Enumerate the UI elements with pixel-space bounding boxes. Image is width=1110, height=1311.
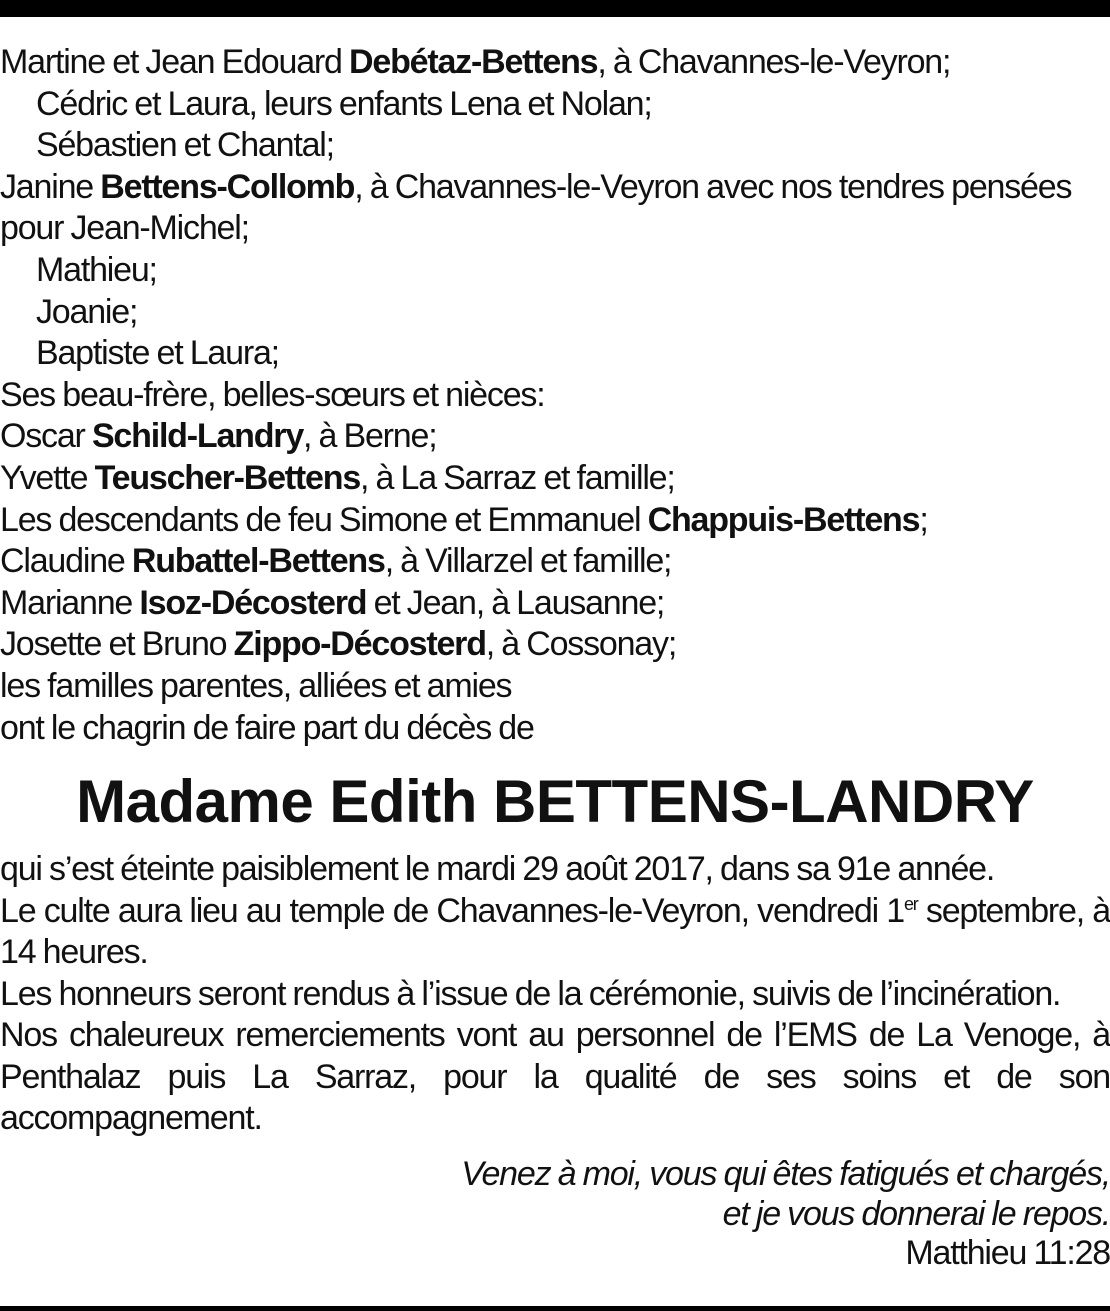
family-line bbox=[0, 292, 1110, 334]
family-line-text: Ses beau-frère, belles-sœurs et nièces: bbox=[0, 375, 545, 414]
family-line-text: Baptiste et Laura; bbox=[36, 334, 279, 373]
family-line bbox=[0, 250, 1110, 292]
family-line-text: Cédric et Laura, leurs enfants Lena et Nolan; bbox=[36, 84, 652, 123]
service-text-after: septembre, à 14 heures. bbox=[0, 891, 1110, 971]
family-surname: Bettens-Collomb bbox=[100, 167, 355, 206]
family-line-text: Sébastien et Chantal; bbox=[36, 126, 334, 165]
bottom-rule bbox=[0, 1306, 1110, 1311]
family-line-suffix: , à Cossonay; bbox=[485, 625, 677, 664]
service-text-before: Le culte aura lieu au temple de Chavannes-le-Veyron, vendredi 1 bbox=[0, 891, 904, 930]
quote-line-2: et je vous donnerai le repos. bbox=[722, 1194, 1110, 1233]
details-block bbox=[0, 849, 1110, 1140]
family-line bbox=[0, 125, 1110, 167]
family-line bbox=[0, 208, 1110, 250]
family-line bbox=[0, 333, 1110, 375]
family-line-text: Oscar bbox=[0, 417, 92, 456]
family-line-suffix: , à Chavannes-le-Veyron; bbox=[597, 43, 951, 81]
family-surname: Isoz-Décosterd bbox=[139, 583, 367, 622]
family-line-text: Marianne bbox=[0, 583, 140, 622]
family-line-text: pour Jean-Michel; bbox=[0, 209, 249, 248]
family-line bbox=[0, 708, 1110, 750]
family-line bbox=[0, 500, 1110, 542]
family-line bbox=[0, 666, 1110, 708]
family-line bbox=[0, 84, 1110, 126]
family-line-text: Mathieu; bbox=[36, 250, 157, 289]
thanks-paragraph: Nos chaleureux remerciements vont au personnel de l’EMS de La Venoge, à Penthalaz puis La Sarraz, pour la qualité de ses soins et de son accompagnement. bbox=[0, 1016, 1110, 1137]
family-surname: Rubattel-Bettens bbox=[131, 542, 385, 581]
family-line-suffix: , à Chavannes-le-Veyron avec nos tendres pensées bbox=[354, 167, 1072, 206]
deceased-name: Madame Edith BETTENS-LANDRY bbox=[76, 768, 1034, 835]
quote-reference: Matthieu 11:28 bbox=[905, 1234, 1110, 1272]
family-line-suffix: , à Villarzel et famille; bbox=[384, 542, 672, 581]
family-line-text: les familles parentes, alliées et amies bbox=[0, 666, 512, 705]
service-superscript: er bbox=[903, 893, 918, 914]
family-line-text: Martine et Jean Edouard bbox=[0, 43, 349, 81]
family-surname: Debétaz-Bettens bbox=[349, 43, 598, 81]
family-line-text: Joanie; bbox=[36, 292, 138, 331]
family-surname: Teuscher-Bettens bbox=[94, 458, 361, 497]
family-line-text: Josette et Bruno bbox=[0, 625, 234, 664]
family-line-text: Yvette bbox=[0, 458, 95, 497]
family-line bbox=[0, 541, 1110, 583]
family-line bbox=[0, 167, 1110, 209]
quote-line-1: Venez à moi, vous qui êtes fatigués et chargés, bbox=[461, 1155, 1110, 1193]
family-line bbox=[0, 416, 1110, 458]
family-line bbox=[0, 624, 1110, 666]
family-line bbox=[0, 375, 1110, 417]
family-line-suffix: et Jean, à Lausanne; bbox=[366, 583, 665, 622]
family-surname: Zippo-Décosterd bbox=[233, 625, 486, 664]
family-line-text: Les descendants de feu Simone et Emmanuel bbox=[0, 500, 648, 539]
top-rule bbox=[0, 0, 1110, 17]
service-paragraph bbox=[0, 891, 1110, 974]
family-list bbox=[0, 42, 1110, 749]
family-line-suffix: , à Berne; bbox=[303, 417, 437, 456]
family-line-suffix: , à La Sarraz et famille; bbox=[360, 458, 675, 497]
family-line-text: ont le chagrin de faire part du décès de bbox=[0, 708, 534, 747]
family-line bbox=[0, 458, 1110, 500]
family-surname: Schild-Landry bbox=[91, 417, 304, 456]
family-line bbox=[0, 583, 1110, 625]
family-line-suffix: ; bbox=[919, 500, 928, 539]
honours-line: Les honneurs seront rendus à l’issue de la cérémonie, suivis de l’incinération. bbox=[0, 974, 1061, 1013]
family-line-text: Janine bbox=[0, 167, 101, 206]
family-line bbox=[0, 42, 1110, 84]
bible-quote bbox=[0, 1155, 1110, 1274]
death-line: qui s’est éteinte paisiblement le mardi 29 août 2017, dans sa 91e année. bbox=[0, 850, 995, 888]
family-surname: Chappuis-Bettens bbox=[647, 500, 920, 539]
family-line-text: Claudine bbox=[0, 542, 132, 581]
